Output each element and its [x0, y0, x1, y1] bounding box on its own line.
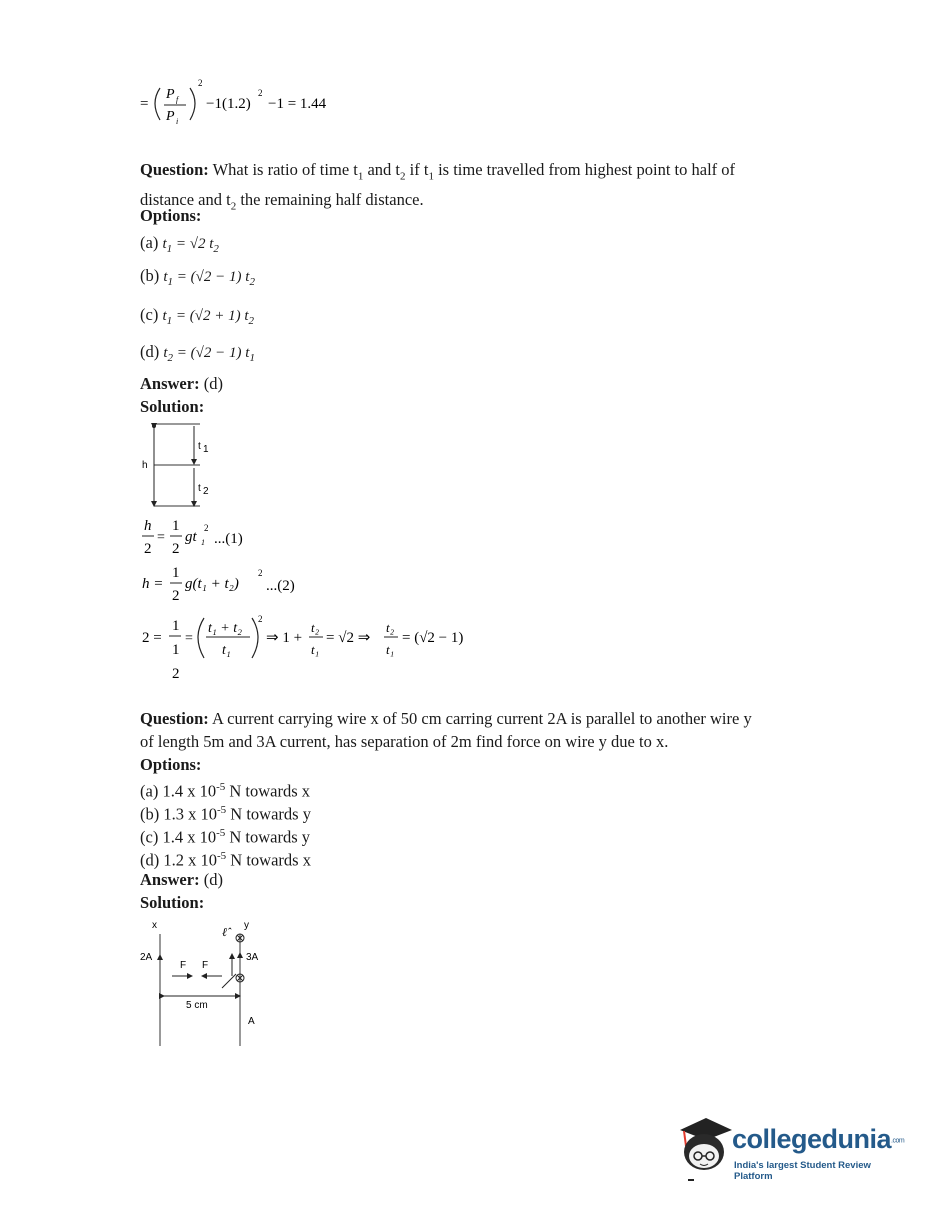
q2-option-a: (a) 1.4 x $10^{-5}$ N towards x — [140, 781, 311, 801]
svg-text:F: F — [180, 960, 187, 971]
svg-text:t₂: t₂ — [311, 620, 320, 635]
svg-text:F: F — [202, 960, 209, 971]
svg-text:2: 2 — [144, 541, 152, 557]
q2-question: Question: A current carrying wire x of 50 cm carring current 2A is parallel to another wire y of length 5m and 3A current, has separation of 2m find force on wire y due to x. — [140, 709, 752, 751]
svg-text:gt: gt — [185, 529, 197, 545]
q1-fall-diagram — [138, 420, 228, 510]
svg-text:t: t — [198, 441, 201, 452]
svg-text:...(2): ...(2) — [266, 578, 295, 594]
q2-solution-label: Solution: — [140, 893, 205, 912]
q2-option-d: (d) 1.2 x $10^{-5}$ N towards x — [140, 850, 311, 870]
svg-text:2: 2 — [258, 568, 263, 578]
svg-text:−1 = 1.44: −1 = 1.44 — [268, 96, 327, 112]
top-equation — [140, 78, 400, 128]
svg-text:=: = — [185, 631, 193, 646]
q1-option-a: (a) $t_1 = √2$ $t_2$ — [140, 233, 219, 255]
q2-answer: Answer: (d) — [140, 870, 223, 889]
q1-eq1 — [140, 515, 340, 561]
q1-question-label: Question: — [140, 160, 209, 179]
svg-text:5 cm: 5 cm — [186, 1000, 208, 1011]
svg-text:h: h — [144, 518, 152, 534]
brand-logo[interactable] — [672, 1112, 912, 1184]
q1-option-d: (d) $t_2 = (√2 - 1)$ $t_1$ — [140, 342, 255, 364]
svg-text:2: 2 — [203, 486, 209, 497]
svg-text:t₂: t₂ — [386, 620, 395, 635]
svg-text:2A: 2A — [140, 952, 153, 963]
svg-text:1: 1 — [172, 565, 180, 581]
q1-options-label: Options: — [140, 206, 202, 225]
svg-text:1: 1 — [203, 444, 209, 455]
svg-text:P: P — [166, 109, 175, 124]
brand-tagline: India's largest Student Review Platform — [734, 1160, 871, 1182]
brand-name: collegedunia.com — [732, 1124, 905, 1154]
svg-text:x: x — [152, 920, 157, 931]
svg-text:f: f — [176, 95, 179, 104]
top-equation-svg — [140, 78, 400, 128]
q2-option-c: (c) 1.4 x $10^{-5}$ N towards y — [140, 827, 311, 847]
mascot-icon — [672, 1112, 734, 1182]
svg-text:1: 1 — [201, 538, 205, 547]
svg-text:2: 2 — [172, 588, 180, 604]
svg-text:t₁ + t₂: t₁ + t₂ — [208, 621, 242, 636]
svg-text:2: 2 — [172, 666, 180, 682]
svg-text:ℓ̂: ℓ̂ — [222, 925, 227, 939]
svg-text:h =: h = — [142, 576, 164, 592]
q2-question-label: Question: — [140, 709, 209, 728]
q2-wire-diagram — [138, 918, 278, 1050]
pf: P — [166, 87, 175, 102]
svg-text:2: 2 — [258, 88, 263, 98]
svg-text:1: 1 — [172, 518, 180, 534]
q1-answer: Answer: (d) — [140, 374, 223, 393]
q2-option-b: (b) 1.3 x $10^{-5}$ N towards y — [140, 804, 311, 824]
svg-text:g(t₁ + t₂): g(t₁ + t₂) — [185, 576, 239, 592]
svg-text:y: y — [244, 920, 249, 931]
q1-question: Question: What is ratio of time $t_1$ and $t_2$ if $t_1$ is time travelled from highest point to half of distance and $t_2$ the remaining half distance. — [140, 160, 736, 213]
q1-option-b: (b) $t_1 = (√2 - 1)$ $t_2$ — [140, 266, 255, 288]
q2-options-label: Options: — [140, 755, 202, 774]
svg-text:1: 1 — [172, 618, 180, 634]
svg-text:t₁: t₁ — [222, 643, 231, 658]
svg-text:t₁: t₁ — [386, 642, 395, 657]
svg-text:3A: 3A — [246, 952, 259, 963]
svg-text:i: i — [176, 117, 179, 126]
q1-option-c: (c) $t_1 = (√2 + 1)$ $t_2$ — [140, 305, 255, 327]
svg-text:2: 2 — [258, 614, 263, 624]
q1-eq2 — [140, 562, 380, 608]
svg-text:2: 2 — [204, 523, 209, 533]
svg-text:= (√2 − 1): = (√2 − 1) — [402, 630, 464, 646]
svg-text:2: 2 — [172, 541, 180, 557]
svg-text:A: A — [248, 1016, 255, 1027]
h-label: h — [142, 460, 148, 471]
svg-text:−1(1.2): −1(1.2) — [206, 96, 251, 112]
svg-text:=: = — [157, 530, 165, 545]
svg-text:⇒ 1 +: ⇒ 1 + — [266, 630, 303, 646]
svg-text:...(1): ...(1) — [214, 531, 243, 547]
svg-text:t₁: t₁ — [311, 642, 320, 657]
svg-text:= √2 ⇒: = √2 ⇒ — [326, 630, 371, 646]
svg-text:t: t — [198, 483, 201, 494]
svg-text:2 =: 2 = — [142, 630, 162, 646]
svg-text:=: = — [140, 96, 149, 112]
svg-text:2: 2 — [198, 78, 203, 88]
q1-eq3 — [140, 612, 540, 682]
svg-text:1: 1 — [172, 642, 180, 658]
q1-solution-label: Solution: — [140, 397, 205, 416]
